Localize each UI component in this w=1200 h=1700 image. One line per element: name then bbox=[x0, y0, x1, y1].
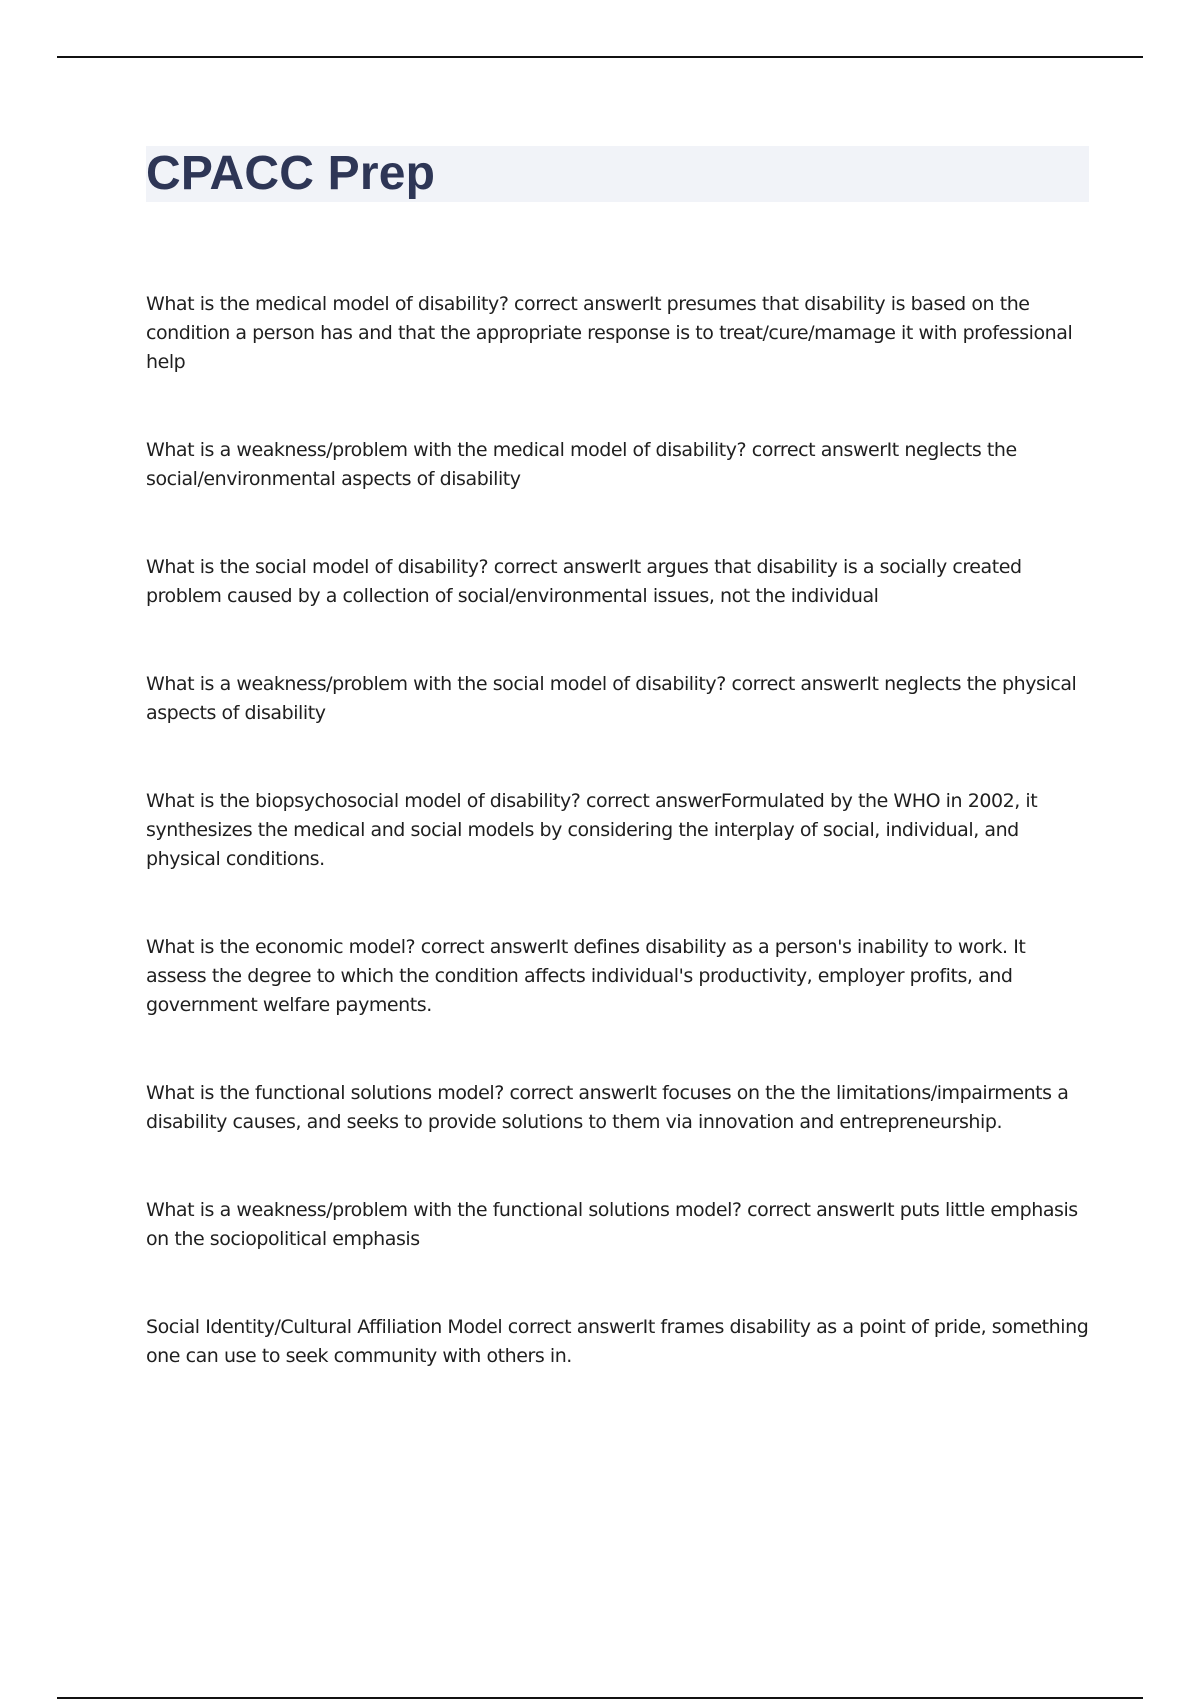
flashcard-7: What is the functional solutions model? correct answerIt focuses on the the limitations/impairments a disability causes, and seeks to provide solutions to them via innovation and entrepreneurship. bbox=[146, 1082, 1069, 1133]
bottom-rule bbox=[57, 1697, 1143, 1699]
flashcard-4: What is a weakness/problem with the social model of disability? correct answerIt neglects the physical aspects of disability bbox=[146, 673, 1077, 724]
page-title: CPACC Prep bbox=[146, 147, 436, 200]
flashcard-5: What is the biopsychosocial model of disability? correct answerFormulated by the WHO in 2002, it synthesizes the medical and social models by considering the interplay of social, individual, and physical conditions. bbox=[146, 790, 1038, 870]
flashcard-1: What is the medical model of disability? correct answerIt presumes that disability is based on the condition a person has and that the appropriate response is to treat/cure/mamage it with professional help bbox=[146, 293, 1073, 373]
flashcard-2: What is a weakness/problem with the medical model of disability? correct answerIt neglects the social/environmental aspects of disability bbox=[146, 439, 1017, 490]
flashcard-9: Social Identity/Cultural Affiliation Model correct answerIt frames disability as a point of pride, something one can use to seek community with others in. bbox=[146, 1316, 1089, 1367]
flashcard-6: What is the economic model? correct answerIt defines disability as a person's inability to work. It assess the degree to which the condition affects individual's productivity, employer profits, and government welfare payments. bbox=[146, 936, 1026, 1016]
flashcard-8: What is a weakness/problem with the functional solutions model? correct answerIt puts little emphasis on the sociopolitical emphasis bbox=[146, 1199, 1078, 1250]
flashcard-list bbox=[146, 290, 1091, 1430]
top-rule bbox=[57, 56, 1143, 58]
flashcard-3: What is the social model of disability? correct answerIt argues that disability is a socially created problem caused by a collection of social/environmental issues, not the individual bbox=[146, 556, 1022, 607]
